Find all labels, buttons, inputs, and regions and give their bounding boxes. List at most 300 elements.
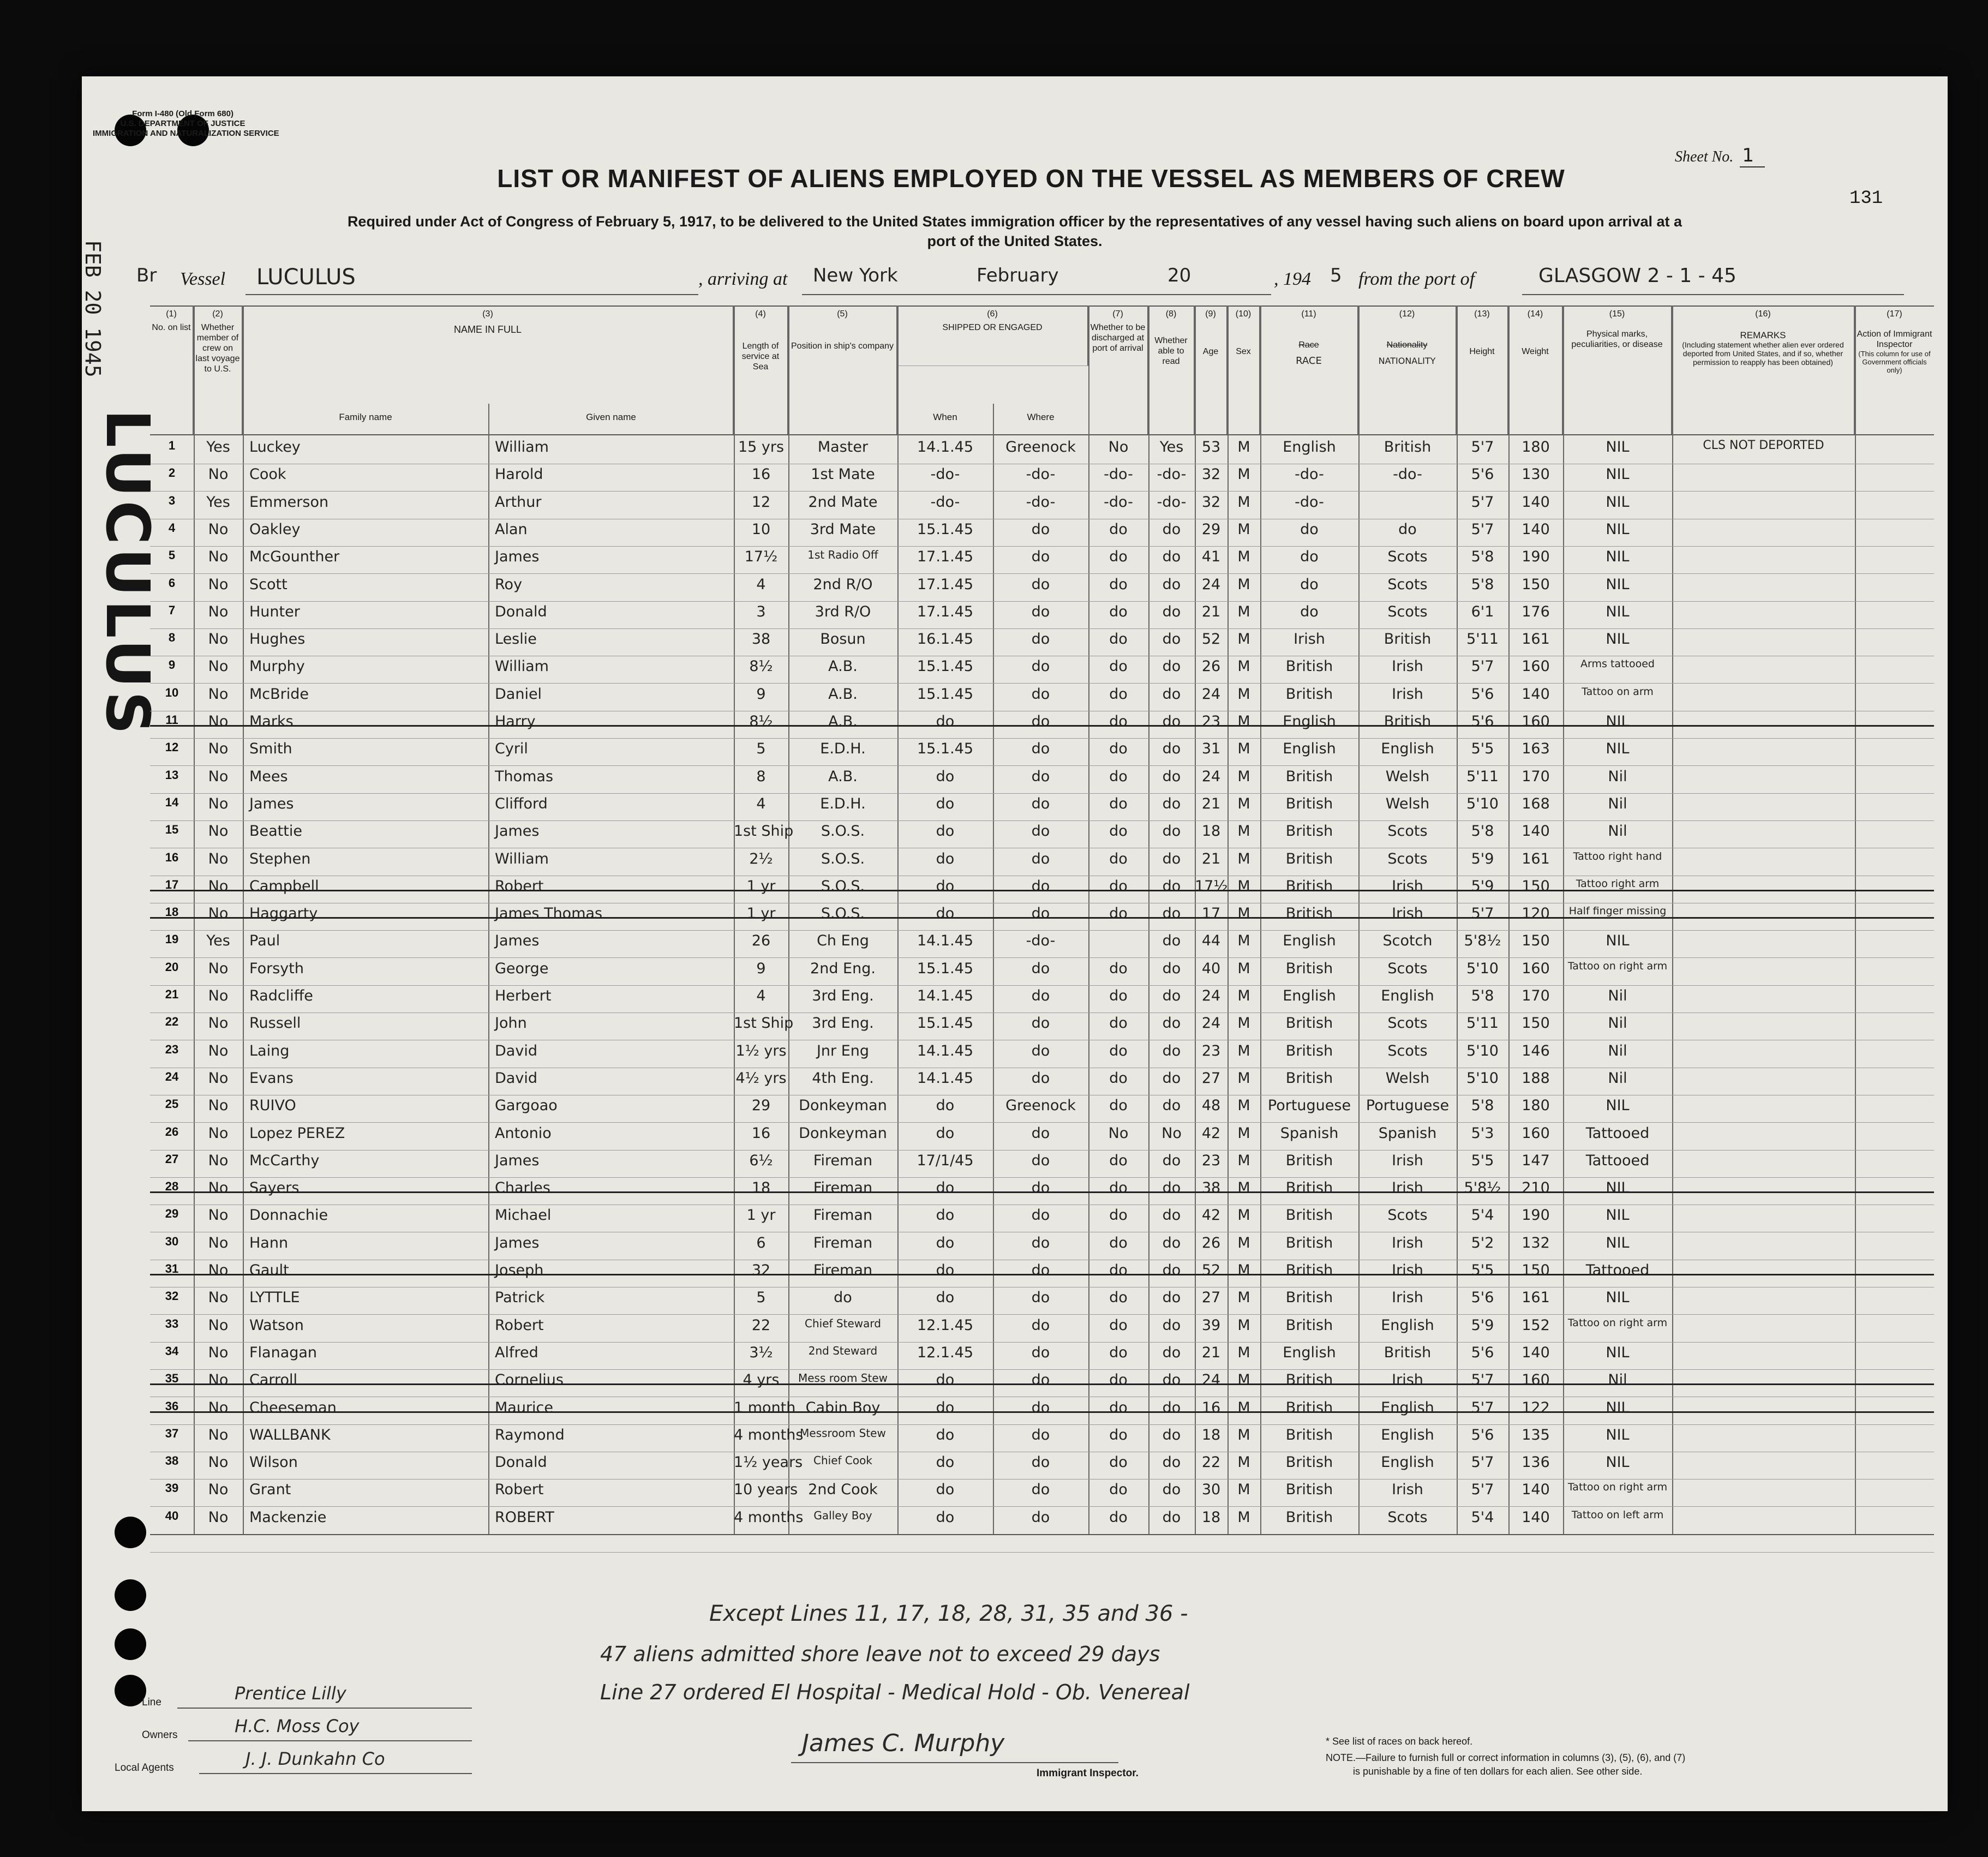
cell-remarks — [1672, 521, 1855, 545]
cell-service: 4 — [756, 576, 766, 593]
cell-marks: Half finger missing — [1568, 905, 1667, 918]
cell-weight: 150 — [1522, 1015, 1550, 1032]
cell-nat: Irish — [1392, 1152, 1423, 1169]
cell-family: Radcliffe — [249, 987, 313, 1004]
cell-height: 5'10 — [1466, 1042, 1499, 1059]
cell-remarks — [1672, 878, 1855, 902]
cell-race: English — [1283, 987, 1336, 1004]
cell-family: Hann — [249, 1234, 289, 1251]
cell-read: do — [1162, 520, 1181, 538]
cell-weight: 120 — [1522, 905, 1550, 922]
cell-sex: M — [1237, 1152, 1250, 1169]
col-header-marks: (15) Physical marks, peculiarities, or disease — [1563, 305, 1672, 434]
col-label-when: When — [933, 412, 957, 422]
cell-disch: do — [1109, 1508, 1128, 1526]
cell-disch: do — [1109, 960, 1128, 977]
agents-label: Local Agents — [115, 1762, 174, 1774]
cell-position: Fireman — [813, 1207, 873, 1224]
cell-race: British — [1285, 795, 1333, 812]
cell-where: do — [1031, 1152, 1050, 1169]
cell-where: Greenock — [1005, 1097, 1076, 1115]
cell-age: 21 — [1201, 603, 1221, 620]
cell-given: Daniel — [495, 685, 542, 703]
table-row — [150, 1150, 1934, 1177]
cell-sex: M — [1237, 740, 1250, 758]
cell-disch: do — [1109, 987, 1128, 1004]
arriving-port: New York — [813, 265, 898, 286]
cell-sex: M — [1237, 1234, 1250, 1251]
cell-last: No — [208, 1124, 229, 1142]
cell-no: 12 — [165, 740, 179, 754]
cell-race: British — [1285, 1069, 1333, 1087]
cell-marks: Tattoo on right arm — [1567, 1316, 1668, 1329]
cell-service: 8 — [756, 768, 766, 785]
cell-age: 26 — [1201, 1234, 1221, 1251]
cell-service: 8½ — [749, 713, 773, 730]
cell-given: James — [495, 548, 540, 566]
cell-no: 19 — [165, 932, 179, 947]
cell-remarks — [1672, 1015, 1855, 1039]
cell-where: do — [1031, 1371, 1050, 1389]
cell-service: 9 — [756, 685, 766, 703]
cell-no: 38 — [165, 1454, 179, 1468]
cell-remarks — [1672, 1454, 1855, 1478]
cell-last: No — [208, 576, 229, 593]
table-row — [150, 574, 1934, 601]
cell-position: 1st Radio Off — [807, 548, 878, 562]
cell-remarks — [1672, 713, 1855, 737]
cell-read: do — [1162, 960, 1181, 977]
cell-remarks — [1672, 1235, 1855, 1259]
cell-remarks — [1672, 768, 1855, 792]
cell-read: do — [1162, 740, 1181, 758]
cell-where: do — [1031, 960, 1050, 977]
received-date-stamp: FEB 20 1945 — [81, 240, 105, 378]
table-row — [150, 1369, 1934, 1397]
cell-given: Alfred — [495, 1344, 538, 1361]
cell-sex: M — [1237, 631, 1250, 648]
cell-given: Maurice — [495, 1399, 554, 1416]
cell-family: Cook — [249, 466, 286, 483]
col-label-nationality-hand: NATIONALITY — [1378, 356, 1436, 366]
cell-height: 5'11 — [1466, 631, 1499, 648]
sheet-label: Sheet No. — [1675, 148, 1734, 165]
cell-weight: 147 — [1522, 1152, 1550, 1169]
cell-read: -do- — [1157, 493, 1187, 511]
arriving-label: , arriving at — [698, 269, 788, 289]
cell-position: 2nd Mate — [808, 493, 878, 511]
cell-nat: Irish — [1392, 658, 1423, 675]
cell-sex: M — [1237, 1344, 1250, 1361]
cell-given: Harry — [495, 713, 536, 730]
cell-sex: M — [1237, 823, 1250, 840]
cell-race: British — [1285, 1234, 1333, 1251]
cell-weight: 146 — [1522, 1042, 1550, 1059]
col-label-weight: Weight — [1522, 347, 1549, 356]
cell-nat: Irish — [1392, 1234, 1423, 1251]
cell-weight: 210 — [1522, 1179, 1550, 1197]
cell-nat: British — [1384, 713, 1432, 730]
cell-sex: M — [1237, 905, 1250, 922]
cell-nat: Irish — [1392, 685, 1423, 703]
cell-read: do — [1162, 1207, 1181, 1224]
cell-where: do — [1031, 1262, 1050, 1279]
cell-read: do — [1162, 1069, 1181, 1087]
cell-nat: Irish — [1392, 1262, 1423, 1279]
table-row — [150, 1123, 1934, 1150]
cell-age: 38 — [1201, 1179, 1221, 1197]
requirement-line-1: Required under Act of Congress of February 5, 1917, to be delivered to the United States immigration officer by the representatives of any vessel having such aliens on board upon arrival at a — [347, 213, 1682, 230]
cell-height: 5'5 — [1471, 740, 1494, 758]
cell-last: No — [208, 1399, 229, 1416]
cell-weight: 140 — [1522, 520, 1550, 538]
cell-last: No — [208, 1207, 229, 1224]
cell-no: 15 — [165, 823, 179, 837]
cell-disch: do — [1109, 520, 1128, 538]
cell-service: 26 — [751, 932, 771, 950]
cell-last: No — [208, 685, 229, 703]
cell-nat: Welsh — [1385, 1069, 1430, 1087]
cell-nat: Irish — [1392, 1481, 1423, 1499]
cell-when: do — [936, 1399, 955, 1416]
cell-weight: 130 — [1522, 466, 1550, 483]
cell-sex: M — [1237, 1481, 1250, 1499]
cell-weight: 190 — [1522, 548, 1550, 566]
cell-no: 16 — [165, 850, 179, 864]
cell-service: 4 — [756, 795, 766, 812]
cell-family: Emmerson — [249, 493, 329, 511]
cell-weight: 150 — [1522, 932, 1550, 950]
cell-remarks — [1672, 494, 1855, 518]
cell-service: 3½ — [749, 1344, 773, 1361]
table-row — [150, 1260, 1934, 1287]
cell-marks: Tattooed — [1585, 1124, 1650, 1142]
cell-no: 24 — [165, 1069, 179, 1083]
cell-weight: 160 — [1522, 960, 1550, 977]
table-row — [150, 1177, 1934, 1205]
col-label-nationality: Nationality — [1386, 340, 1428, 350]
cell-age: 24 — [1201, 987, 1221, 1004]
cell-last: No — [208, 768, 229, 785]
cell-position: A.B. — [828, 658, 858, 675]
cell-nat: Scotch — [1382, 932, 1433, 950]
cell-family: Evans — [249, 1069, 294, 1087]
cell-given: Michael — [495, 1207, 552, 1224]
cell-race: Irish — [1294, 631, 1325, 648]
cell-sex: M — [1237, 1454, 1250, 1471]
cell-last: No — [208, 1289, 229, 1307]
cell-last: No — [208, 1371, 229, 1389]
cell-family: Beattie — [249, 823, 302, 840]
cell-marks: NIL — [1606, 1344, 1630, 1361]
vessel-stamp: LUCULUS — [93, 409, 163, 738]
cell-last: No — [208, 1262, 229, 1279]
cell-disch: do — [1109, 1316, 1128, 1334]
cell-read: do — [1162, 548, 1181, 566]
cell-read: do — [1162, 713, 1181, 730]
cell-sex: M — [1237, 987, 1250, 1004]
cell-race: English — [1283, 932, 1336, 950]
cell-read: -do- — [1157, 466, 1187, 483]
cell-where: -do- — [1026, 932, 1056, 950]
cell-last: No — [208, 1344, 229, 1361]
cell-marks: NIL — [1606, 740, 1630, 758]
cell-when: 17/1/45 — [917, 1152, 974, 1169]
cell-weight: 140 — [1522, 1481, 1550, 1499]
col-label-remarks: REMARKS — [1740, 330, 1786, 340]
cell-read: do — [1162, 1344, 1181, 1361]
cell-when: -do- — [930, 466, 960, 483]
cell-where: do — [1031, 768, 1050, 785]
cell-disch: do — [1109, 1069, 1128, 1087]
cell-weight: 150 — [1522, 877, 1550, 895]
cell-given: Patrick — [495, 1289, 545, 1307]
cell-remarks — [1672, 1481, 1855, 1505]
cell-race: English — [1283, 1344, 1336, 1361]
cell-weight: 163 — [1522, 740, 1550, 758]
cell-family: McGounther — [249, 548, 340, 566]
cell-no: 40 — [165, 1508, 179, 1523]
cell-weight: 152 — [1522, 1316, 1550, 1334]
cell-position: Chief Cook — [813, 1454, 872, 1467]
table-row — [150, 1095, 1934, 1122]
cell-age: 18 — [1201, 823, 1221, 840]
col-label-marks: Physical marks, peculiarities, or disease — [1571, 330, 1663, 349]
cell-position: 1st Mate — [811, 466, 875, 483]
cell-age: 21 — [1201, 1344, 1221, 1361]
cell-family: Gault — [249, 1262, 289, 1279]
cell-family: Campbell — [249, 877, 319, 895]
cell-age: 16 — [1201, 1399, 1221, 1416]
cell-sex: M — [1237, 1069, 1250, 1087]
cell-given: Donald — [495, 603, 547, 620]
cell-last: No — [208, 850, 229, 867]
cell-disch: do — [1109, 1289, 1128, 1307]
cell-where: do — [1031, 576, 1050, 593]
cell-when: 15.1.45 — [917, 658, 974, 675]
cell-position: 2nd R/O — [813, 576, 873, 593]
cell-nat: Irish — [1392, 1371, 1423, 1389]
cell-remarks — [1672, 576, 1855, 600]
cell-position: Galley Boy — [813, 1508, 872, 1522]
cell-where: do — [1031, 1316, 1050, 1334]
cell-race: English — [1283, 439, 1336, 456]
cell-remarks — [1672, 1097, 1855, 1121]
cell-position: Chief Steward — [805, 1316, 881, 1330]
cell-read: do — [1162, 631, 1181, 648]
cell-when: 15.1.45 — [917, 1015, 974, 1032]
penalty-note-1: NOTE.—Failure to furnish full or correct information in columns (3), (5), (6), and (7) — [1326, 1752, 1686, 1763]
cell-weight: 180 — [1522, 439, 1550, 456]
table-row — [150, 1232, 1934, 1260]
col-header-last-voyage: (2) Whether member of crew on last voyage to U.S. — [194, 305, 243, 434]
cell-read: do — [1162, 1399, 1181, 1416]
cell-weight: 170 — [1522, 768, 1550, 785]
col-label-position: Position in ship's company — [791, 342, 894, 351]
cell-race: British — [1285, 658, 1333, 675]
cell-given: James — [495, 1234, 540, 1251]
cell-nat: Scots — [1387, 576, 1428, 593]
cell-nat: Welsh — [1385, 795, 1430, 812]
cell-given: Clifford — [495, 795, 548, 812]
cell-race: British — [1285, 1179, 1333, 1197]
cell-remarks — [1672, 932, 1855, 956]
cell-weight: 161 — [1522, 631, 1550, 648]
cell-given: David — [495, 1042, 537, 1059]
table-row — [150, 1205, 1934, 1232]
cell-sex: M — [1237, 768, 1250, 785]
cell-read: do — [1162, 795, 1181, 812]
cell-age: 53 — [1201, 439, 1221, 456]
cell-height: 5'7 — [1471, 905, 1494, 922]
cell-read: do — [1162, 1454, 1181, 1471]
requirement-text — [115, 212, 1915, 251]
cell-given: John — [495, 1015, 527, 1032]
cell-race: British — [1285, 960, 1333, 977]
cell-disch: do — [1109, 795, 1128, 812]
cell-nat: English — [1381, 987, 1434, 1004]
col-label-race-hand: RACE — [1296, 355, 1322, 367]
table-row — [150, 1397, 1934, 1424]
col-label-race: Race — [1298, 340, 1319, 350]
cell-sex: M — [1237, 493, 1250, 511]
table-row — [150, 656, 1934, 683]
cell-height: 5'4 — [1471, 1207, 1494, 1224]
col-label-read: Whether able to read — [1154, 336, 1188, 366]
cell-race: British — [1285, 1042, 1333, 1059]
cell-sex: M — [1237, 576, 1250, 593]
cell-given: Herbert — [495, 987, 552, 1004]
cell-weight: 180 — [1522, 1097, 1550, 1115]
cell-sex: M — [1237, 520, 1250, 538]
cell-height: 5'3 — [1471, 1124, 1494, 1142]
cell-nat: do — [1398, 520, 1417, 538]
cell-height: 5'9 — [1471, 877, 1494, 895]
cell-weight: 140 — [1522, 493, 1550, 511]
col-label-family: Family name — [339, 412, 392, 422]
cell-given: James — [495, 932, 540, 950]
col-header-shipped: (6) SHIPPED OR ENGAGED — [897, 305, 1088, 366]
sheet-number — [1675, 145, 1765, 166]
cell-marks: NIL — [1606, 548, 1630, 566]
cell-nat: Scots — [1387, 1207, 1428, 1224]
cell-remarks — [1672, 466, 1855, 490]
cell-service: 1½ yrs — [735, 1042, 787, 1059]
cell-height: 5'8 — [1471, 823, 1494, 840]
cell-race: British — [1285, 1289, 1333, 1307]
cell-where: Greenock — [1005, 439, 1076, 456]
cell-marks: NIL — [1606, 1234, 1630, 1251]
cell-sex: M — [1237, 439, 1250, 456]
col-header-name: (3) NAME IN FULL — [243, 305, 734, 434]
cell-age: 27 — [1201, 1069, 1221, 1087]
cell-family: Stephen — [249, 850, 311, 867]
cell-remarks — [1672, 987, 1855, 1011]
cell-service: 1 yr — [746, 1207, 776, 1224]
cell-given: Charles — [495, 1179, 550, 1197]
cell-sex: M — [1237, 685, 1250, 703]
cell-weight: 140 — [1522, 1344, 1550, 1361]
cell-marks: NIL — [1606, 631, 1630, 648]
cell-no: 20 — [165, 960, 179, 974]
cell-sex: M — [1237, 1097, 1250, 1115]
cell-remarks — [1672, 1262, 1855, 1286]
cell-where: do — [1031, 1289, 1050, 1307]
cell-height: 5'4 — [1471, 1508, 1494, 1526]
cell-service: 12 — [751, 493, 771, 511]
cell-height: 5'5 — [1471, 1262, 1494, 1279]
cell-family: Grant — [249, 1481, 291, 1499]
cell-nat: Scots — [1387, 823, 1428, 840]
cell-height: 5'8 — [1471, 987, 1494, 1004]
departure-port: GLASGOW 2 - 1 - 45 — [1538, 265, 1736, 287]
cell-sex: M — [1237, 877, 1250, 895]
table-row — [150, 985, 1934, 1013]
cell-disch: -do- — [1104, 466, 1133, 483]
cell-last: No — [208, 658, 229, 675]
cell-marks: NIL — [1606, 1426, 1630, 1443]
cell-disch: do — [1109, 1234, 1128, 1251]
col-header-service: (4) Length of service at Sea — [734, 305, 788, 434]
cell-family: Russell — [249, 1015, 301, 1032]
cell-remarks — [1672, 740, 1855, 764]
cell-age: 17½ — [1195, 877, 1228, 895]
line-value: Prentice Lilly — [235, 1683, 346, 1704]
cell-remarks — [1672, 1427, 1855, 1451]
cell-last: No — [208, 740, 229, 758]
cell-age: 30 — [1201, 1481, 1221, 1499]
cell-family: Mackenzie — [249, 1508, 327, 1526]
cell-remarks — [1672, 1509, 1855, 1533]
cell-last: No — [208, 1508, 229, 1526]
penalty-note-2: is punishable by a fine of ten dollars for each alien. See other side. — [1353, 1766, 1643, 1777]
cell-no: 30 — [165, 1234, 179, 1248]
cell-height: 5'7 — [1471, 1481, 1494, 1499]
col-label-discharge: Whether to be discharged at port of arrival — [1090, 323, 1146, 353]
cell-last: No — [208, 905, 229, 922]
cell-no: 22 — [165, 1015, 179, 1029]
cell-where: do — [1031, 603, 1050, 620]
cell-race: British — [1285, 1399, 1333, 1416]
cell-last: No — [208, 1042, 229, 1059]
table-row — [150, 1068, 1934, 1095]
cell-nat: -do- — [1393, 466, 1422, 483]
col-label-service: Length of service at Sea — [741, 342, 780, 372]
cell-no: 2 — [168, 466, 176, 480]
col-label-action: Action of Immigrant Inspector — [1857, 330, 1932, 349]
cell-height: 5'11 — [1466, 1015, 1499, 1032]
cell-service: 16 — [751, 1124, 771, 1142]
cell-last: No — [208, 1454, 229, 1471]
cell-no: 6 — [168, 576, 176, 590]
cell-family: Forsyth — [249, 960, 304, 977]
cell-read: do — [1162, 1179, 1181, 1197]
arrival-month: February — [977, 265, 1059, 286]
cell-given: James — [495, 1152, 540, 1169]
col-header-action: (17) Action of Immigrant Inspector (This column for use of Government officials only) — [1857, 309, 1932, 374]
cell-race: do — [1300, 603, 1319, 620]
cell-last: No — [208, 603, 229, 620]
cell-height: 5'6 — [1471, 1289, 1494, 1307]
cell-age: 40 — [1201, 960, 1221, 977]
cell-given: James — [495, 823, 540, 840]
table-row — [150, 1315, 1934, 1342]
cell-where: -do- — [1026, 493, 1056, 511]
cell-last: No — [208, 1097, 229, 1115]
cell-position: A.B. — [828, 685, 858, 703]
cell-marks: Arms tattooed — [1580, 658, 1655, 670]
cell-remarks: CLS NOT DEPORTED — [1703, 439, 1824, 452]
